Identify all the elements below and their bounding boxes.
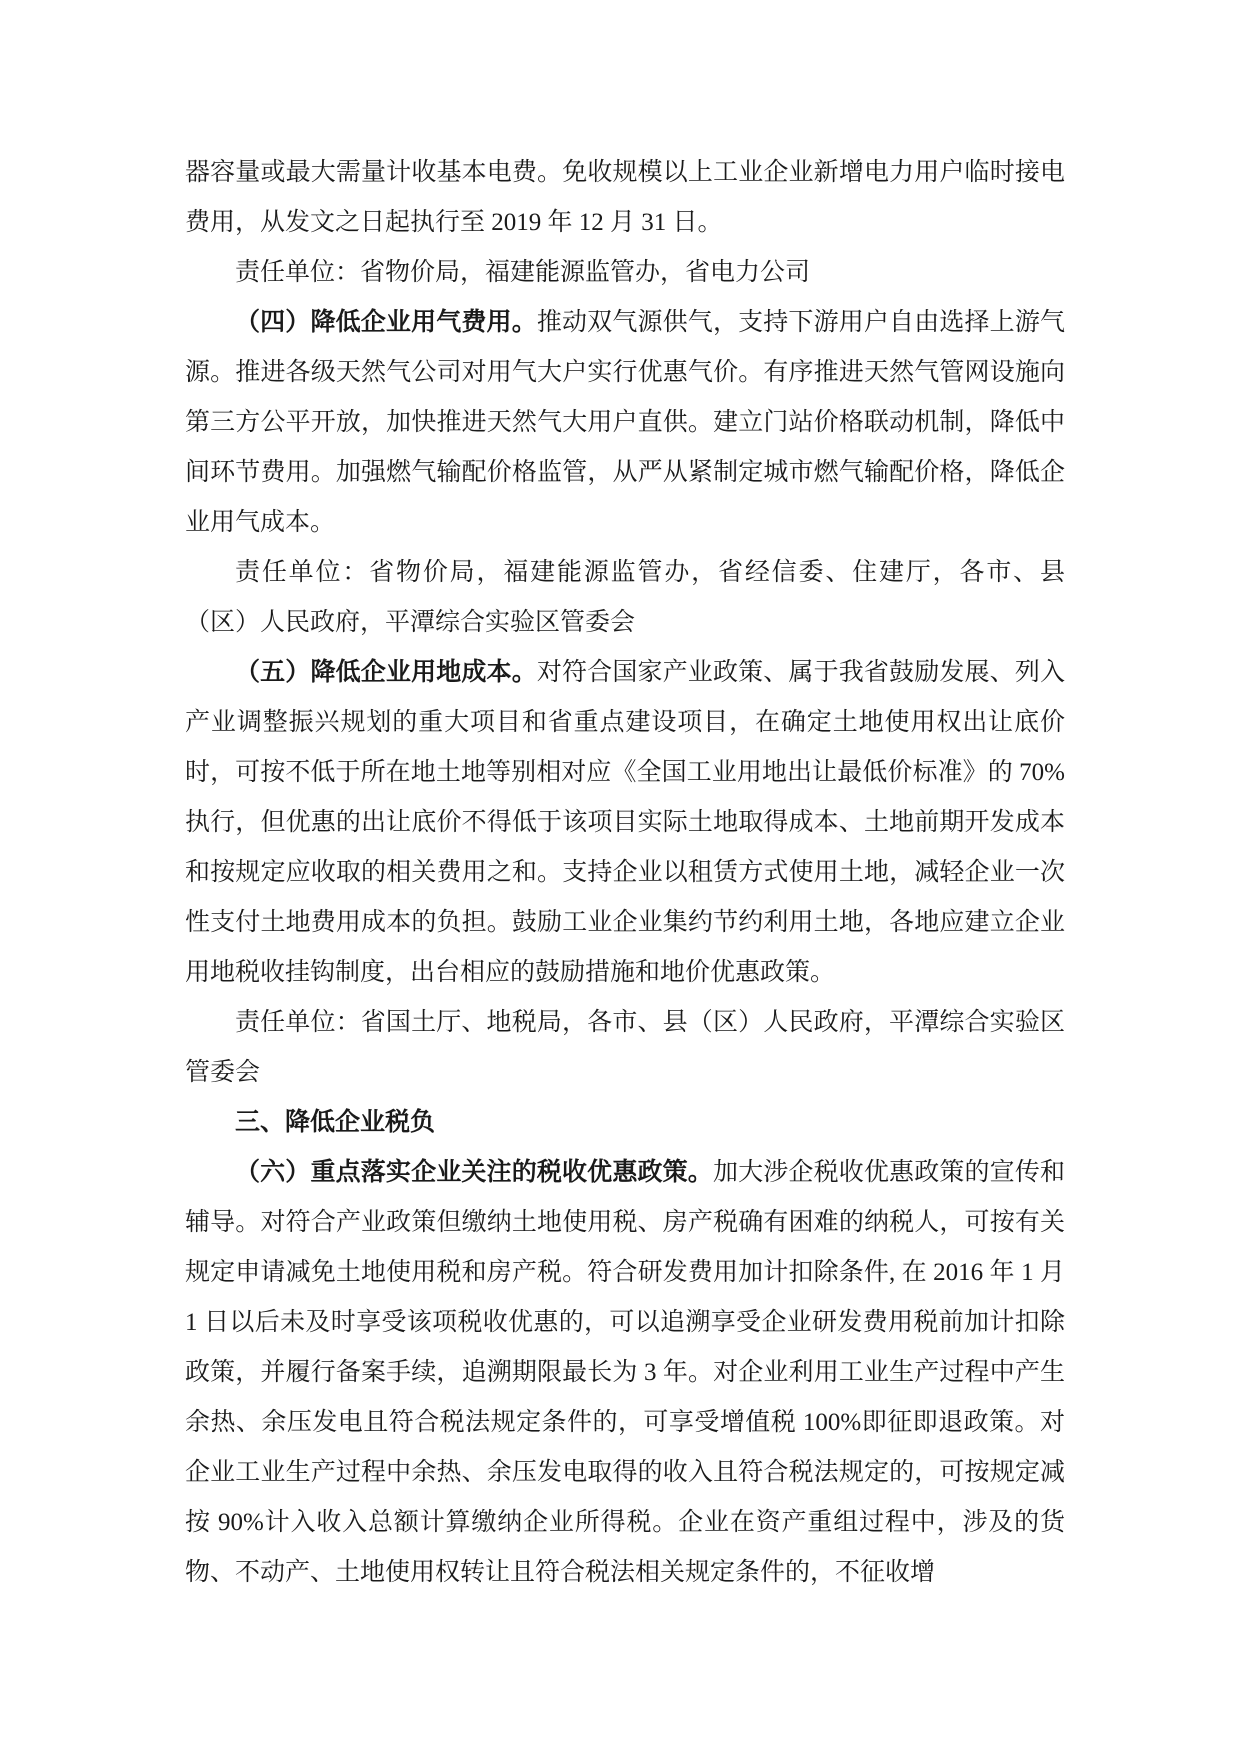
paragraph-text: 推动双气源供气，支持下游用户自由选择上游气源。推进各级天然气公司对用气大户实行优惠气价。有序推进天然气管网设施向第三方公平开放，加快推进天然气大用户直供。建立门站价格联动机制，降低中间环节费用。加强燃气输配价格监管，从严从紧制定城市燃气输配价格，降低企业用气成本。 [185,309,1065,536]
paragraph [185,548,1065,648]
paragraph [185,1148,1065,1598]
paragraph [185,248,1065,298]
paragraph-lead: （六）重点落实企业关注的税收优惠政策。 [235,1159,713,1186]
paragraph-text: 器容量或最大需量计收基本电费。免收规模以上工业企业新增电力用户临时接电费用，从发文之日起执行至 2019 年 12 月 31 日。 [185,159,1065,236]
paragraph-lead: （四）降低企业用气费用。 [235,309,537,336]
paragraph [185,998,1065,1098]
paragraph-text: 对符合国家产业政策、属于我省鼓励发展、列入产业调整振兴规划的重大项目和省重点建设项目，在确定土地使用权出让底价时，可按不低于所在地土地等别相对应《全国工业用地出让最低价标准》的 70%执行，但优惠的出让底价不得低于该项目实际土地取得成本、土地前期开发成本和按规定应收取的相关费用之和。支持企业以租赁方式使用土地，减轻企业一次性支付土地费用成本的负担。鼓励工业企业集约节约利用土地，各地应建立企业用地税收挂钩制度，出台相应的鼓励措施和地价优惠政策。 [185,659,1065,986]
paragraph-text: 责任单位：省物价局，福建能源监管办，省经信委、住建厅，各市、县（区）人民政府，平潭综合实验区管委会 [185,559,1065,636]
section-heading [185,1098,1065,1148]
paragraph-lead: （五）降低企业用地成本。 [235,659,537,686]
paragraph-text: 责任单位：省国土厅、地税局，各市、县（区）人民政府，平潭综合实验区管委会 [185,1009,1065,1086]
paragraph [185,148,1065,248]
paragraph-lead: 三、降低企业税负 [235,1109,436,1136]
paragraph-text: 加大涉企税收优惠政策的宣传和辅导。对符合产业政策但缴纳土地使用税、房产税确有困难的纳税人，可按有关规定申请减免土地使用税和房产税。符合研发费用加计扣除条件, 在 2016 年 1 月 1 日以后未及时享受该项税收优惠的，可以追溯享受企业研发费用税前加计扣除政策，并履行备案手续，追溯期限最长为 3 年。对企业利用工业生产过程中产生余热、余压发电且符合税法规定条件的，可享受增值税 100%即征即退政策。对企业工业生产过程中余热、余压发电取得的收入且符合税法规定的，可按规定减按 90%计入收入总额计算缴纳企业所得税。企业在资产重组过程中，涉及的货物、不动产、土地使用权转让且符合税法相关规定条件的，不征收增 [185,1159,1065,1586]
paragraph [185,298,1065,548]
paragraph [185,648,1065,998]
paragraph-text: 责任单位：省物价局，福建能源监管办，省电力公司 [235,259,811,286]
